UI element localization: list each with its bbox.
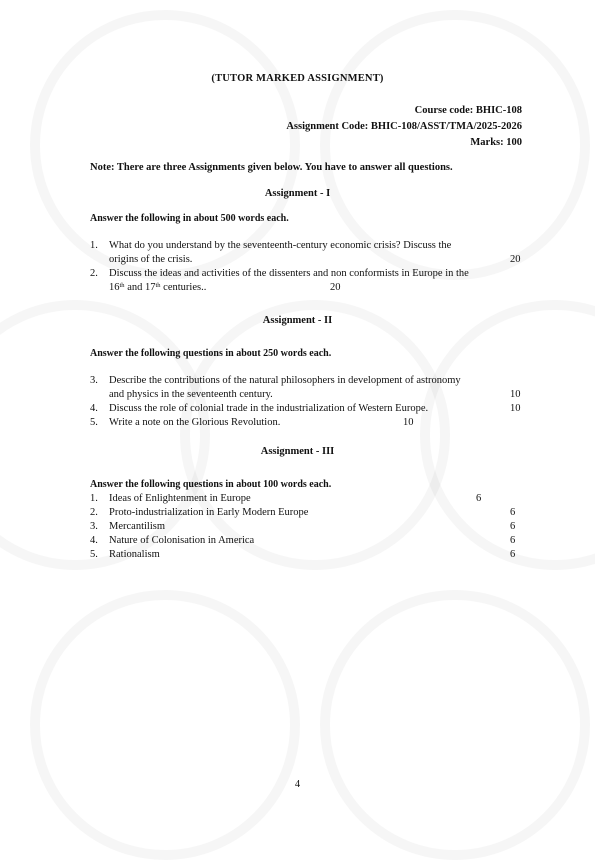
question-number: 5. [90, 417, 98, 428]
question-text: What do you understand by the seventeenth-century economic crisis? Discuss the [109, 240, 452, 251]
question-marks: 10 [510, 389, 521, 400]
question-number: 1. [90, 493, 98, 504]
question-marks: 20 [510, 254, 521, 265]
course-code: Course code: BHIC-108 [414, 105, 522, 116]
note-text: Note: There are three Assignments given below. You have to answer all questions. [90, 162, 453, 173]
question-text: origins of the crisis. [109, 254, 193, 265]
century-number: and 17 [124, 282, 156, 293]
question-marks: 10 [510, 403, 521, 414]
page-number: 4 [294, 779, 301, 790]
question-number: 5. [90, 549, 98, 560]
assignment-2-instruction: Answer the following questions in about 250 words each. [90, 348, 332, 359]
question-text: Describe the contributions of the natural philosophers in development of astronomy [109, 375, 461, 386]
question-marks: 6 [476, 493, 482, 504]
question-text: Ideas of Enlightenment in Europe [109, 493, 251, 504]
question-text-tail: centuries.. [160, 282, 207, 293]
question-text: Proto-industrialization in Early Modern Europe [109, 507, 309, 518]
watermark-seal [0, 300, 210, 570]
question-number: 4. [90, 535, 98, 546]
assignment-3-heading: Assignment - III [260, 446, 335, 457]
question-number: 3. [90, 521, 98, 532]
question-text: Write a note on the Glorious Revolution. [109, 417, 281, 428]
century-number: 16 [109, 282, 120, 293]
assignment-2-heading: Assignment - II [262, 315, 333, 326]
question-text: Discuss the ideas and activities of the dissenters and non conformists in Europe in the [109, 268, 469, 279]
assignment-1-heading: Assignment - I [264, 188, 331, 199]
question-marks: 6 [510, 549, 516, 560]
question-text: Discuss the role of colonial trade in the industrialization of Western Europe. [109, 403, 429, 414]
question-marks: 6 [510, 507, 516, 518]
watermark-seal [420, 300, 595, 570]
question-marks: 6 [510, 535, 516, 546]
question-number: 1. [90, 240, 98, 251]
question-number: 2. [90, 268, 98, 279]
watermark-seal [180, 300, 450, 570]
watermark-seal [320, 590, 590, 860]
question-marks: 10 [403, 417, 414, 428]
ordinal-suffix: th [155, 282, 161, 289]
assignment-code: Assignment Code: BHIC-108/ASST/TMA/2025-2026 [286, 121, 522, 132]
question-number: 2. [90, 507, 98, 518]
document-title: (TUTOR MARKED ASSIGNMENT) [211, 73, 384, 84]
assignment-3-instruction: Answer the following questions in about 100 words each. [90, 479, 332, 490]
ordinal-suffix: th [119, 282, 125, 289]
total-marks: Marks: 100 [470, 137, 522, 148]
question-number: 4. [90, 403, 98, 414]
watermark-seal [30, 590, 300, 860]
question-text: Rationalism [109, 549, 160, 560]
assignment-1-instruction: Answer the following in about 500 words each. [90, 213, 289, 224]
question-text [109, 282, 206, 293]
question-text: and physics in the seventeenth century. [109, 389, 273, 400]
question-number: 3. [90, 375, 98, 386]
question-marks: 20 [330, 282, 341, 293]
question-marks: 6 [510, 521, 516, 532]
question-text: Mercantilism [109, 521, 165, 532]
question-text: Nature of Colonisation in America [109, 535, 255, 546]
